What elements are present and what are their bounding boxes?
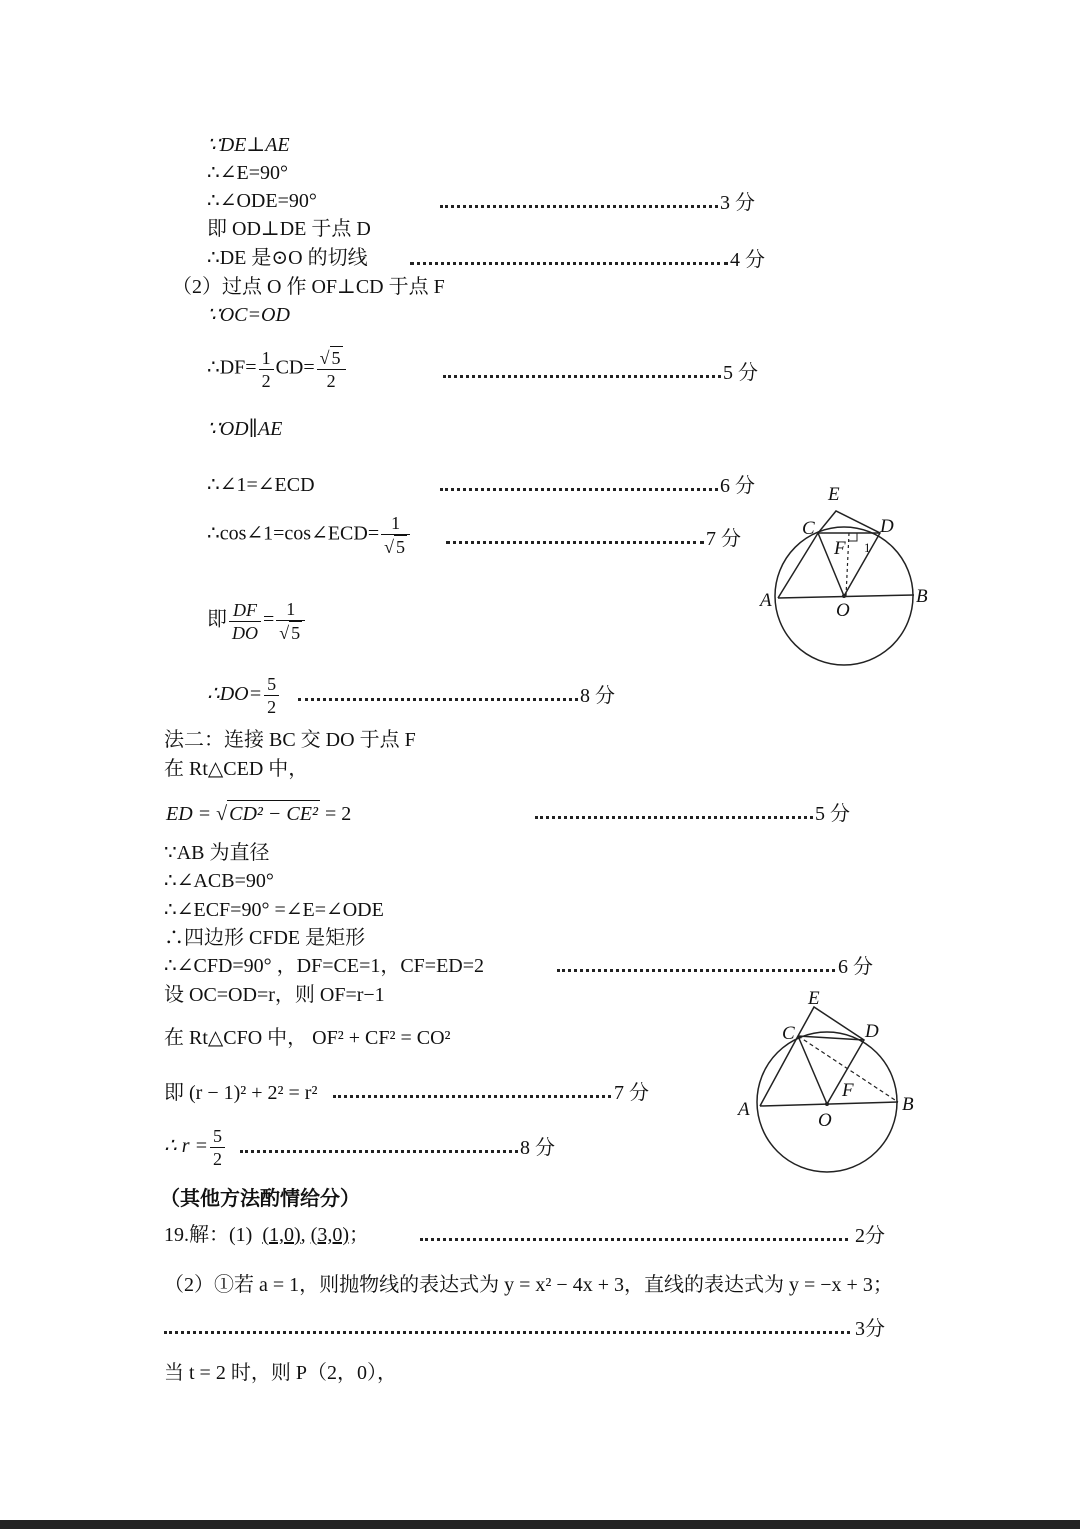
radicand: 5 (291, 623, 301, 643)
numerator: 1 (381, 512, 410, 535)
score-leader (440, 488, 718, 491)
line-angle-e: ∴∠E=90° (207, 162, 288, 184)
label-e: E (808, 988, 820, 1009)
text: ∴ r = (164, 1135, 209, 1158)
text: 即 (207, 608, 227, 631)
score-leader (440, 205, 718, 208)
score-5b: 5 分 (815, 803, 850, 825)
geometry-figure-2 (732, 982, 932, 1182)
label-b: B (902, 1094, 914, 1115)
numerator: √ 5 (317, 346, 346, 370)
score-leader (535, 816, 813, 819)
line-part2-construct: （2）过点 O 作 OF⊥CD 于点 F (172, 276, 445, 298)
label-o: O (818, 1110, 832, 1131)
line-do-value (207, 673, 281, 718)
line-od-parallel-ae: ∵OD∥AE (207, 418, 283, 440)
text: 19.解：(1) (164, 1224, 253, 1246)
line-t-equals-2: 当 t = 2 时，则 P（2，0）， (164, 1362, 397, 1384)
fraction-half (259, 347, 274, 392)
line-q19-part2: （2）①若 a = 1，则抛物线的表达式为 y = x² − 4x + 3，直线的表达式为 y = −x + 3； (164, 1274, 893, 1296)
label-angle-1: 1 (864, 540, 871, 555)
score-3c: 3分 (855, 1318, 885, 1340)
note-other-methods: （其他方法酌情给分） (160, 1188, 360, 1210)
page-bottom-edge (0, 1520, 1080, 1529)
line-df-over-do: 即 $\frac{DF}{DO}$ = $\frac{1}{√ 5}$ (207, 598, 307, 644)
line-de-perp-ae: ∵DE⊥AE (207, 134, 290, 156)
line-angle-cfd: ∴∠CFD=90° ，DF=CE=1，CF=ED=2 (164, 955, 485, 977)
right-angle-mark (849, 533, 857, 541)
score-7b: 7 分 (614, 1082, 649, 1104)
denominator: √ 5 (384, 537, 406, 557)
denominator: DO (232, 622, 258, 643)
line-cos-angle1 (207, 512, 412, 558)
line-angle-ode: ∴∠ODE=90° (207, 190, 317, 212)
answer-point-1: (1,0) (262, 1224, 301, 1246)
denominator: 2 (267, 697, 277, 717)
line-q19-part1: 19.解：(1) (1,0), (3,0)； (164, 1224, 369, 1246)
score-leader (446, 541, 704, 544)
score-6b: 6 分 (838, 956, 873, 978)
score-8b: 8 分 (520, 1137, 555, 1159)
radicand: 5 (396, 537, 406, 557)
label-f: F (834, 538, 846, 559)
line-oc-od: ∵OC=OD (207, 304, 290, 326)
score-2c: 2分 (855, 1225, 885, 1247)
line-method2: 法二：连接 BC 交 DO 于点 F (164, 729, 416, 751)
label-f: F (842, 1080, 854, 1101)
text: ED = (166, 803, 212, 825)
label-o: O (836, 600, 850, 621)
score-7: 7 分 (706, 528, 741, 550)
score-leader (240, 1150, 518, 1153)
fraction-5-over-2 (210, 1125, 225, 1170)
fraction-1-over-sqrt5 (276, 598, 305, 644)
line-od-perp-de: 即 OD⊥DE 于点 D (207, 218, 371, 240)
fraction-5-over-2 (264, 673, 279, 718)
label-a: A (760, 590, 772, 611)
text: CD= (275, 356, 315, 379)
line-tangent: ∴DE 是⊙O 的切线 (207, 247, 368, 269)
line-rectangle: ∴四边形 CFDE 是矩形 (164, 927, 366, 949)
line-angle1-ecd: ∴∠1=∠ECD (207, 474, 315, 496)
score-leader (333, 1095, 611, 1098)
label-a: A (738, 1099, 750, 1120)
score-leader (443, 375, 721, 378)
numerator: 1 (276, 598, 305, 621)
answer-point-2: (3,0) (310, 1224, 349, 1246)
denominator: 2 (261, 370, 271, 391)
line-angle-ecf: ∴∠ECF=90° =∠E=∠ODE (164, 899, 384, 921)
geometry-figure-1 (752, 478, 942, 668)
point-o (842, 594, 846, 598)
text: ∴DO= (207, 683, 263, 706)
score-5: 5 分 (723, 362, 758, 384)
score-leader (410, 262, 728, 265)
line-df-value (207, 346, 348, 392)
line-equation-r: 即 (r − 1)² + 2² = r² (164, 1082, 318, 1104)
line-r-value (164, 1125, 227, 1170)
fraction-df-do (229, 599, 261, 644)
line-rt-ced: 在 Rt△CED 中， (164, 758, 309, 780)
label-b: B (916, 586, 928, 607)
line-ed-value: ED = √ CD² − CE² = 2 (166, 800, 351, 827)
score-leader (557, 969, 835, 972)
label-d: D (865, 1021, 879, 1042)
numerator: DF (229, 599, 261, 622)
line-rt-cfo: 在 Rt△CFO 中， OF² + CF² = CO² (164, 1027, 451, 1049)
numerator: 5 (210, 1125, 225, 1148)
numerator: 5 (264, 673, 279, 696)
text: ∴cos∠1=cos∠ECD= (207, 522, 380, 545)
score-4: 4 分 (730, 249, 765, 271)
line-angle-acb: ∴∠ACB=90° (164, 870, 274, 892)
denominator: 2 (326, 371, 336, 391)
score-6: 6 分 (720, 475, 755, 497)
denominator: √ 5 (279, 623, 301, 643)
text: ∴DF= (207, 356, 257, 379)
point-o (825, 1102, 829, 1106)
fraction-1-over-sqrt5 (381, 512, 410, 558)
label-c: C (782, 1023, 795, 1044)
numerator: 1 (259, 347, 274, 370)
denominator: 2 (213, 1149, 223, 1169)
line-set-r: 设 OC=OD=r，则 OF=r−1 (164, 984, 385, 1006)
label-d: D (880, 516, 894, 537)
score-leader (298, 698, 578, 701)
radicand: 5 (331, 348, 341, 368)
label-c: C (802, 518, 815, 539)
score-leader (420, 1238, 848, 1241)
text: = 2 (324, 803, 352, 825)
score-leader (164, 1331, 850, 1334)
score-3: 3 分 (720, 192, 755, 214)
radicand: CD² − CE² (227, 800, 320, 827)
line-ab-diameter: ∵AB 为直径 (164, 842, 270, 864)
text: ； (348, 1224, 369, 1246)
fraction-sqrt5-over-2 (317, 346, 346, 392)
score-8: 8 分 (580, 685, 615, 707)
label-e: E (828, 484, 840, 505)
